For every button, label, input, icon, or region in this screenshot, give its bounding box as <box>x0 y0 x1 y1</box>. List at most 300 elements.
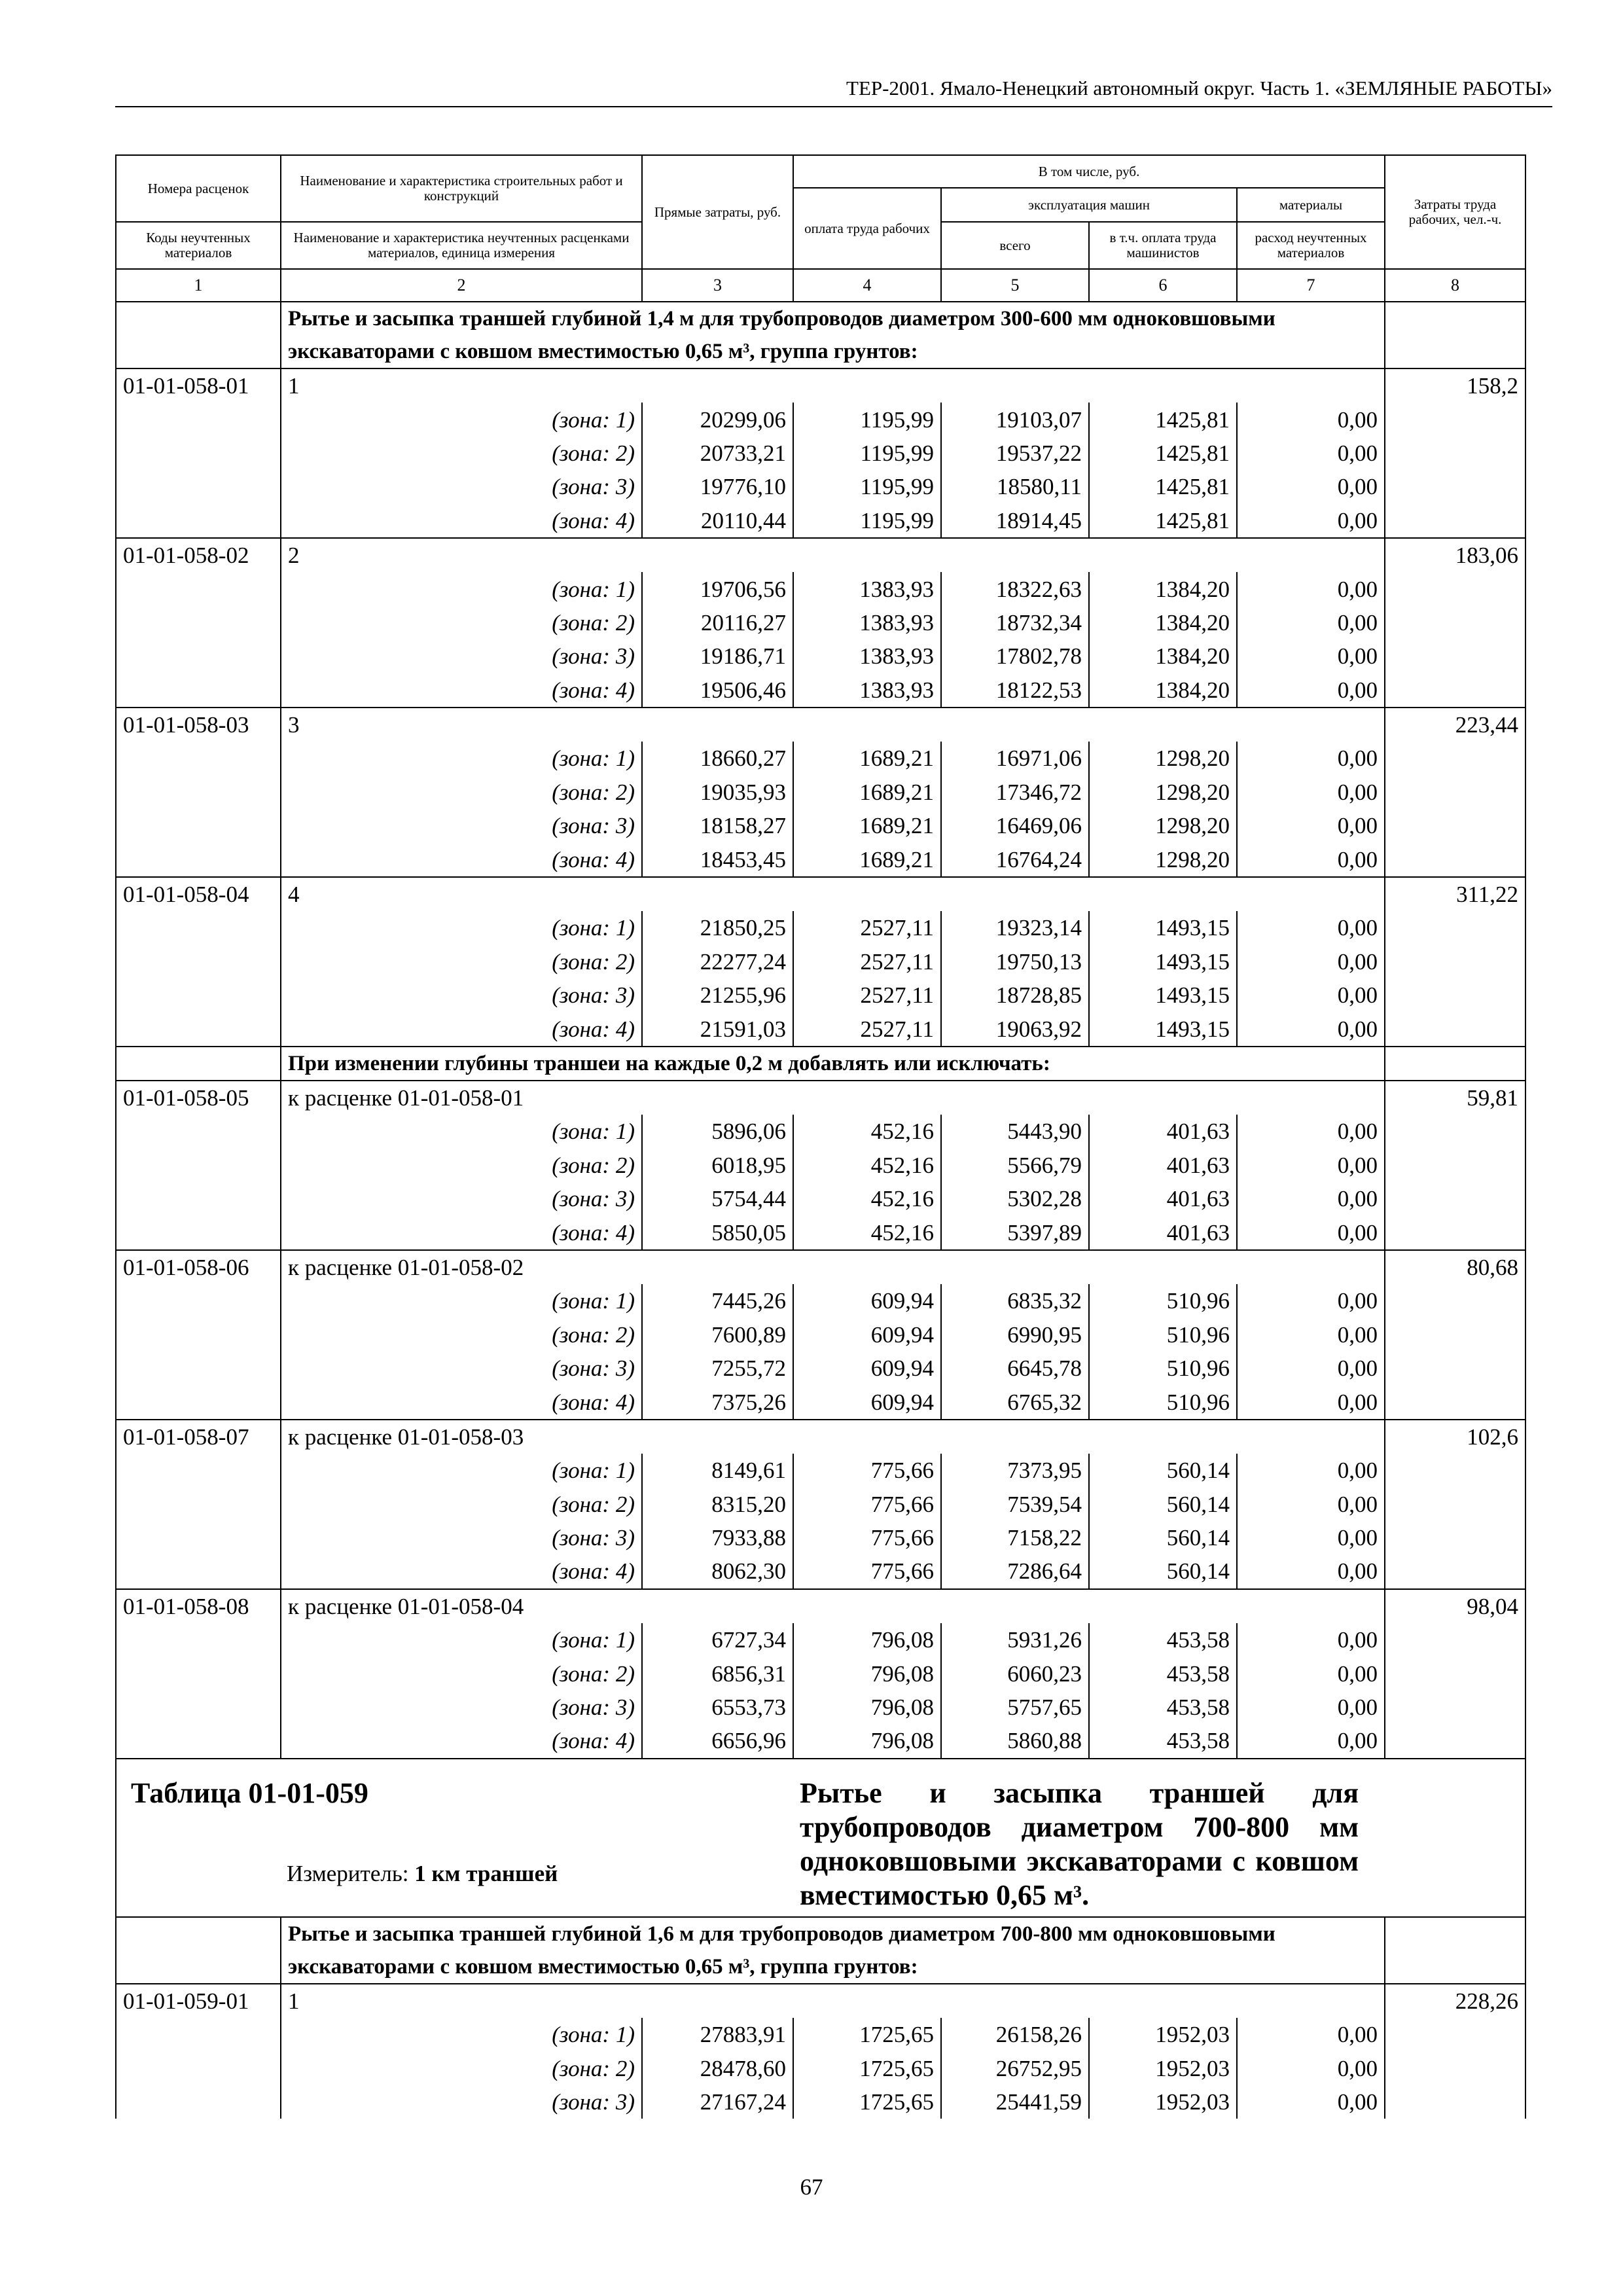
materials-value: 0,00 <box>1337 1627 1378 1653</box>
zone-row <box>116 2085 1525 2119</box>
empty-cell <box>116 606 281 639</box>
empty-cell <box>1385 639 1525 673</box>
labor-pay-value: 775,66 <box>793 1521 941 1554</box>
labor-pay-value: 1195,99 <box>793 470 941 503</box>
machine-total-value: 16764,24 <box>941 842 1089 876</box>
zone-row <box>116 742 1525 775</box>
zone-row <box>116 1182 1525 1215</box>
empty-cell <box>1385 1917 1525 1984</box>
meter-prefix: Измеритель: <box>287 1860 415 1886</box>
empty-cell <box>116 572 281 605</box>
empty-cell <box>1385 572 1525 605</box>
running-header <box>115 71 1552 107</box>
direct-costs-value: 6553,73 <box>642 1691 793 1724</box>
zone-label: (зона: 2) <box>281 1488 642 1521</box>
rate-row <box>116 1984 1525 2018</box>
operators-pay-value: 510,96 <box>1089 1352 1237 1385</box>
empty-cell <box>1385 1623 1525 1657</box>
machine-total-value: 5757,65 <box>941 1691 1089 1724</box>
rate-code: 01-01-058-06 <box>116 1250 281 1284</box>
machine-total-value: 6990,95 <box>941 1318 1089 1352</box>
zone-row <box>116 639 1525 673</box>
direct-costs-value: 20116,27 <box>642 606 793 639</box>
labor-pay-value: 1195,99 <box>793 403 941 436</box>
table-059-heading-left <box>116 1759 793 1917</box>
zone-row <box>116 809 1525 842</box>
empty-cell <box>1385 1012 1525 1046</box>
machine-total-value: 25441,59 <box>941 2085 1089 2119</box>
direct-costs-value: 8062,30 <box>642 1554 793 1588</box>
empty-cell <box>1385 1149 1525 1182</box>
operators-pay-value: 1298,20 <box>1089 842 1237 876</box>
zone-row <box>116 1454 1525 1487</box>
zone-label: (зона: 4) <box>281 1215 642 1249</box>
direct-costs-value: 7375,26 <box>642 1385 793 1419</box>
materials-value: 0,00 <box>1337 948 1378 975</box>
labor-pay-value: 1195,99 <box>793 437 941 470</box>
direct-costs-value: 18660,27 <box>642 742 793 775</box>
materials-value: 0,00 <box>1337 2089 1378 2115</box>
zone-row <box>116 1385 1525 1419</box>
direct-costs-value: 20110,44 <box>642 504 793 538</box>
operators-pay-value: 453,58 <box>1089 1691 1237 1724</box>
operators-pay-value: 510,96 <box>1089 1318 1237 1352</box>
machine-total-value: 18728,85 <box>941 978 1089 1012</box>
operators-pay-value: 1425,81 <box>1089 403 1237 436</box>
col-labor-costs: Затраты труда рабочих, чел.-ч. <box>1385 155 1525 269</box>
empty-cell <box>116 1182 281 1215</box>
empty-cell <box>1385 2018 1525 2051</box>
col-direct-costs: Прямые затраты, руб. <box>642 155 793 269</box>
zone-label: (зона: 4) <box>281 504 642 538</box>
direct-costs-value: 18453,45 <box>642 842 793 876</box>
empty-cell <box>116 1284 281 1318</box>
index-cell: 2 <box>281 269 642 302</box>
materials-value: 0,00 <box>1337 507 1378 533</box>
empty-cell <box>116 302 281 368</box>
materials-value: 0,00 <box>1337 1525 1378 1551</box>
zone-row <box>116 1657 1525 1690</box>
labor-costs: 98,04 <box>1385 1589 1525 1623</box>
labor-pay-value: 796,08 <box>793 1657 941 1690</box>
rate-name: 1 <box>281 1984 1385 2018</box>
machine-total-value: 18122,53 <box>941 673 1089 708</box>
zone-row <box>116 1691 1525 1724</box>
col-materials: материалы <box>1237 188 1385 222</box>
labor-pay-value: 1383,93 <box>793 673 941 708</box>
materials-value: 0,00 <box>1337 609 1378 636</box>
machine-total-value: 19323,14 <box>941 911 1089 944</box>
machine-total-value: 5302,28 <box>941 1182 1089 1215</box>
empty-cell <box>1385 1115 1525 1148</box>
labor-costs: 102,6 <box>1385 1420 1525 1454</box>
operators-pay-value: 1493,15 <box>1089 978 1237 1012</box>
zone-label: (зона: 4) <box>281 842 642 876</box>
empty-cell <box>1385 606 1525 639</box>
zone-row <box>116 470 1525 503</box>
zone-label: (зона: 3) <box>281 470 642 503</box>
direct-costs-value: 21255,96 <box>642 978 793 1012</box>
machine-total-value: 18914,45 <box>941 504 1089 538</box>
machine-total-value: 7286,64 <box>941 1554 1089 1588</box>
page-number: 67 <box>800 2174 823 2200</box>
zone-label: (зона: 4) <box>281 1385 642 1419</box>
labor-costs: 158,2 <box>1385 368 1525 403</box>
zone-label: (зона: 3) <box>281 1352 642 1385</box>
col-unaccounted-materials: расход неучтенных материалов <box>1237 222 1385 269</box>
rate-name: к расценке 01-01-058-02 <box>281 1250 1385 1284</box>
zone-row <box>116 1215 1525 1249</box>
table-059-heading-row <box>116 1759 1525 1917</box>
zone-row <box>116 403 1525 436</box>
materials-value: 0,00 <box>1337 643 1378 670</box>
zone-row <box>116 606 1525 639</box>
col-material-codes: Коды неучтенных материалов <box>116 222 281 269</box>
labor-costs: 228,26 <box>1385 1984 1525 2018</box>
index-cell: 1 <box>116 269 281 302</box>
zone-label: (зона: 1) <box>281 572 642 605</box>
empty-cell <box>116 1115 281 1148</box>
zone-label: (зона: 1) <box>281 1115 642 1148</box>
direct-costs-value: 6856,31 <box>642 1657 793 1690</box>
operators-pay-value: 510,96 <box>1089 1385 1237 1419</box>
empty-cell <box>1385 2085 1525 2119</box>
labor-costs: 311,22 <box>1385 877 1525 911</box>
empty-cell <box>1385 1488 1525 1521</box>
machine-total-value: 7158,22 <box>941 1521 1089 1554</box>
labor-pay-value: 2527,11 <box>793 911 941 944</box>
labor-pay-value: 452,16 <box>793 1215 941 1249</box>
col-total: всего <box>941 222 1089 269</box>
zone-label: (зона: 3) <box>281 1691 642 1724</box>
machine-total-value: 18322,63 <box>941 572 1089 605</box>
direct-costs-value: 5850,05 <box>642 1215 793 1249</box>
operators-pay-value: 510,96 <box>1089 1284 1237 1318</box>
direct-costs-value: 7600,89 <box>642 1318 793 1352</box>
materials-value: 0,00 <box>1337 745 1378 772</box>
operators-pay-value: 560,14 <box>1089 1454 1237 1487</box>
rate-row <box>116 877 1525 911</box>
direct-costs-value: 21591,03 <box>642 1012 793 1046</box>
rate-row <box>116 368 1525 403</box>
zone-label: (зона: 1) <box>281 1623 642 1657</box>
empty-cell <box>1385 1554 1525 1588</box>
direct-costs-value: 8315,20 <box>642 1488 793 1521</box>
labor-pay-value: 452,16 <box>793 1149 941 1182</box>
operators-pay-value: 1952,03 <box>1089 2018 1237 2051</box>
empty-cell <box>1385 1724 1525 1758</box>
section-title: При изменении глубины траншеи на каждые 0,2 м добавлять или исключать: <box>281 1047 1385 1081</box>
zone-label: (зона: 3) <box>281 639 642 673</box>
rate-name: к расценке 01-01-058-03 <box>281 1420 1385 1454</box>
index-cell: 4 <box>793 269 941 302</box>
direct-costs-value: 19776,10 <box>642 470 793 503</box>
machine-total-value: 16971,06 <box>941 742 1089 775</box>
section-title-row <box>116 302 1525 368</box>
labor-pay-value: 775,66 <box>793 1454 941 1487</box>
rate-row <box>116 1081 1525 1115</box>
empty-cell <box>1385 1691 1525 1724</box>
empty-cell <box>116 911 281 944</box>
machine-total-value: 26158,26 <box>941 2018 1089 2051</box>
empty-cell <box>116 1012 281 1046</box>
direct-costs-value: 21850,25 <box>642 911 793 944</box>
operators-pay-value: 1493,15 <box>1089 1012 1237 1046</box>
empty-cell <box>1385 302 1525 368</box>
machine-total-value: 18580,11 <box>941 470 1089 503</box>
materials-value: 0,00 <box>1337 1219 1378 1246</box>
zone-row <box>116 2051 1525 2085</box>
empty-cell <box>116 639 281 673</box>
empty-cell <box>1385 1284 1525 1318</box>
direct-costs-value: 27167,24 <box>642 2085 793 2119</box>
meter-unit: 1 км траншей <box>414 1860 558 1886</box>
direct-costs-value: 19506,46 <box>642 673 793 708</box>
labor-pay-value: 452,16 <box>793 1115 941 1148</box>
empty-cell <box>1385 403 1525 436</box>
materials-value: 0,00 <box>1337 1152 1378 1178</box>
direct-costs-value: 19035,93 <box>642 776 793 809</box>
index-cell: 6 <box>1089 269 1237 302</box>
table-059-meter <box>131 1857 787 1890</box>
machine-total-value: 19537,22 <box>941 437 1089 470</box>
empty-cell <box>1385 1657 1525 1690</box>
empty-cell <box>116 1215 281 1249</box>
zone-row <box>116 945 1525 978</box>
empty-cell <box>1385 978 1525 1012</box>
zone-row <box>116 1554 1525 1588</box>
zone-row <box>116 673 1525 708</box>
empty-cell <box>116 1318 281 1352</box>
rate-code: 01-01-058-03 <box>116 708 281 742</box>
zone-row <box>116 437 1525 470</box>
empty-cell <box>116 1149 281 1182</box>
operators-pay-value: 1298,20 <box>1089 742 1237 775</box>
direct-costs-value: 28478,60 <box>642 2051 793 2085</box>
zone-label: (зона: 2) <box>281 606 642 639</box>
zone-row <box>116 1284 1525 1318</box>
empty-cell <box>1385 1215 1525 1249</box>
empty-cell <box>1385 1454 1525 1487</box>
machine-total-value: 6060,23 <box>941 1657 1089 1690</box>
index-cell: 5 <box>941 269 1089 302</box>
materials-value: 0,00 <box>1337 1321 1378 1348</box>
zone-row <box>116 1724 1525 1758</box>
labor-pay-value: 609,94 <box>793 1385 941 1419</box>
rate-name: к расценке 01-01-058-04 <box>281 1589 1385 1623</box>
direct-costs-value: 6656,96 <box>642 1724 793 1758</box>
direct-costs-value: 19186,71 <box>642 639 793 673</box>
materials-value: 0,00 <box>1337 677 1378 703</box>
materials-value: 0,00 <box>1337 576 1378 602</box>
table-059-title: Рытье и засыпка траншей для трубопроводов диаметром 700-800 мм одноковшовыми экскаваторами с ковшом вместимостью 0,65 м³. <box>793 1759 1385 1917</box>
zone-row <box>116 1115 1525 1148</box>
zone-row <box>116 1012 1525 1046</box>
machine-total-value: 17802,78 <box>941 639 1089 673</box>
materials-value: 0,00 <box>1337 1491 1378 1517</box>
rate-code: 01-01-059-01 <box>116 1984 281 2018</box>
rate-row <box>116 1250 1525 1284</box>
index-cell: 3 <box>642 269 793 302</box>
direct-costs-value: 18158,27 <box>642 809 793 842</box>
rate-name: 1 <box>281 368 1385 403</box>
labor-pay-value: 775,66 <box>793 1554 941 1588</box>
materials-value: 0,00 <box>1337 2022 1378 2048</box>
direct-costs-value: 8149,61 <box>642 1454 793 1487</box>
col-machine-operation: эксплуатация машин <box>941 188 1237 222</box>
section-title-row <box>116 1047 1525 1081</box>
zone-row <box>116 1318 1525 1352</box>
machine-total-value: 5860,88 <box>941 1724 1089 1758</box>
labor-pay-value: 1725,65 <box>793 2018 941 2051</box>
operators-pay-value: 1952,03 <box>1089 2085 1237 2119</box>
labor-pay-value: 2527,11 <box>793 945 941 978</box>
operators-pay-value: 1384,20 <box>1089 572 1237 605</box>
operators-pay-value: 453,58 <box>1089 1724 1237 1758</box>
zone-label: (зона: 3) <box>281 2085 642 2119</box>
empty-cell <box>116 978 281 1012</box>
materials-value: 0,00 <box>1337 982 1378 1009</box>
materials-value: 0,00 <box>1337 1728 1378 1754</box>
materials-value: 0,00 <box>1337 1288 1378 1314</box>
operators-pay-value: 453,58 <box>1089 1657 1237 1690</box>
empty-cell <box>116 1488 281 1521</box>
table-059-label: Таблица 01-01-059 <box>131 1776 368 1809</box>
machine-total-value: 5397,89 <box>941 1215 1089 1249</box>
empty-cell <box>116 437 281 470</box>
zone-label: (зона: 2) <box>281 1318 642 1352</box>
empty-cell <box>1385 1385 1525 1419</box>
empty-cell <box>116 776 281 809</box>
zone-row <box>116 1623 1525 1657</box>
operators-pay-value: 1952,03 <box>1089 2051 1237 2085</box>
empty-cell <box>1385 776 1525 809</box>
empty-cell <box>116 403 281 436</box>
empty-cell <box>1385 1759 1525 1917</box>
empty-cell <box>116 842 281 876</box>
operators-pay-value: 560,14 <box>1089 1554 1237 1588</box>
zone-label: (зона: 2) <box>281 945 642 978</box>
labor-costs: 59,81 <box>1385 1081 1525 1115</box>
zone-label: (зона: 2) <box>281 1149 642 1182</box>
labor-pay-value: 2527,11 <box>793 978 941 1012</box>
operators-pay-value: 401,63 <box>1089 1215 1237 1249</box>
zone-label: (зона: 1) <box>281 742 642 775</box>
labor-pay-value: 1689,21 <box>793 809 941 842</box>
zone-label: (зона: 1) <box>281 1454 642 1487</box>
empty-cell <box>1385 470 1525 503</box>
operators-pay-value: 560,14 <box>1089 1521 1237 1554</box>
zone-label: (зона: 4) <box>281 1724 642 1758</box>
zone-row <box>116 911 1525 944</box>
direct-costs-value: 20299,06 <box>642 403 793 436</box>
labor-pay-value: 1689,21 <box>793 776 941 809</box>
rate-code: 01-01-058-08 <box>116 1589 281 1623</box>
empty-cell <box>116 1657 281 1690</box>
machine-total-value: 5566,79 <box>941 1149 1089 1182</box>
section-title: Рытье и засыпка траншей глубиной 1,6 м для трубопроводов диаметром 700-800 мм одноковшовыми экскаваторами с ковшом вместимостью 0,65 м³, группа грунтов: <box>281 1917 1385 1984</box>
machine-total-value: 19750,13 <box>941 945 1089 978</box>
zone-label: (зона: 4) <box>281 1012 642 1046</box>
operators-pay-value: 1384,20 <box>1089 639 1237 673</box>
empty-cell <box>1385 809 1525 842</box>
materials-value: 0,00 <box>1337 915 1378 941</box>
empty-cell <box>116 1917 281 1984</box>
labor-costs: 183,06 <box>1385 538 1525 572</box>
direct-costs-value: 5754,44 <box>642 1182 793 1215</box>
table-059-section-row <box>116 1917 1525 1984</box>
direct-costs-value: 7255,72 <box>642 1352 793 1385</box>
machine-total-value: 6765,32 <box>941 1385 1089 1419</box>
empty-cell <box>1385 945 1525 978</box>
empty-cell <box>116 2018 281 2051</box>
zone-row <box>116 504 1525 538</box>
machine-total-value: 6835,32 <box>941 1284 1089 1318</box>
operators-pay-value: 401,63 <box>1089 1182 1237 1215</box>
zone-label: (зона: 1) <box>281 911 642 944</box>
empty-cell <box>1385 742 1525 775</box>
materials-value: 0,00 <box>1337 1660 1378 1687</box>
col-rate-numbers: Номера расценок <box>116 155 281 222</box>
empty-cell <box>1385 1352 1525 1385</box>
operators-pay-value: 1493,15 <box>1089 911 1237 944</box>
empty-cell <box>116 504 281 538</box>
operators-pay-value: 1298,20 <box>1089 776 1237 809</box>
operators-pay-value: 1384,20 <box>1089 606 1237 639</box>
empty-cell <box>116 1352 281 1385</box>
zone-label: (зона: 3) <box>281 978 642 1012</box>
zone-row <box>116 978 1525 1012</box>
empty-cell <box>116 1623 281 1657</box>
rate-code: 01-01-058-02 <box>116 538 281 572</box>
materials-value: 0,00 <box>1337 1186 1378 1212</box>
zone-label: (зона: 3) <box>281 1182 642 1215</box>
zone-row <box>116 1521 1525 1554</box>
zone-label: (зона: 2) <box>281 437 642 470</box>
empty-cell <box>116 1691 281 1724</box>
labor-pay-value: 1383,93 <box>793 572 941 605</box>
operators-pay-value: 1425,81 <box>1089 470 1237 503</box>
labor-pay-value: 1383,93 <box>793 639 941 673</box>
rate-name: 3 <box>281 708 1385 742</box>
empty-cell <box>116 742 281 775</box>
rate-row <box>116 1589 1525 1623</box>
labor-pay-value: 1689,21 <box>793 842 941 876</box>
empty-cell <box>1385 1521 1525 1554</box>
zone-label: (зона: 4) <box>281 673 642 708</box>
rate-code: 01-01-058-07 <box>116 1420 281 1454</box>
materials-value: 0,00 <box>1337 1695 1378 1721</box>
direct-costs-value: 19706,56 <box>642 572 793 605</box>
col-work-name: Наименование и характеристика строительных работ и конструкций <box>281 155 642 222</box>
empty-cell <box>116 809 281 842</box>
operators-pay-value: 401,63 <box>1089 1115 1237 1148</box>
machine-total-value: 6645,78 <box>941 1352 1089 1385</box>
zone-row <box>116 842 1525 876</box>
labor-pay-value: 796,08 <box>793 1724 941 1758</box>
table-body <box>116 269 1525 2119</box>
zone-row <box>116 1352 1525 1385</box>
materials-value: 0,00 <box>1337 1389 1378 1415</box>
empty-cell <box>1385 911 1525 944</box>
rates-table <box>115 154 1526 2119</box>
machine-total-value: 18732,34 <box>941 606 1089 639</box>
empty-cell <box>1385 1047 1525 1081</box>
rate-row <box>116 1420 1525 1454</box>
column-index-row <box>116 269 1525 302</box>
labor-pay-value: 2527,11 <box>793 1012 941 1046</box>
direct-costs-value: 6018,95 <box>642 1149 793 1182</box>
